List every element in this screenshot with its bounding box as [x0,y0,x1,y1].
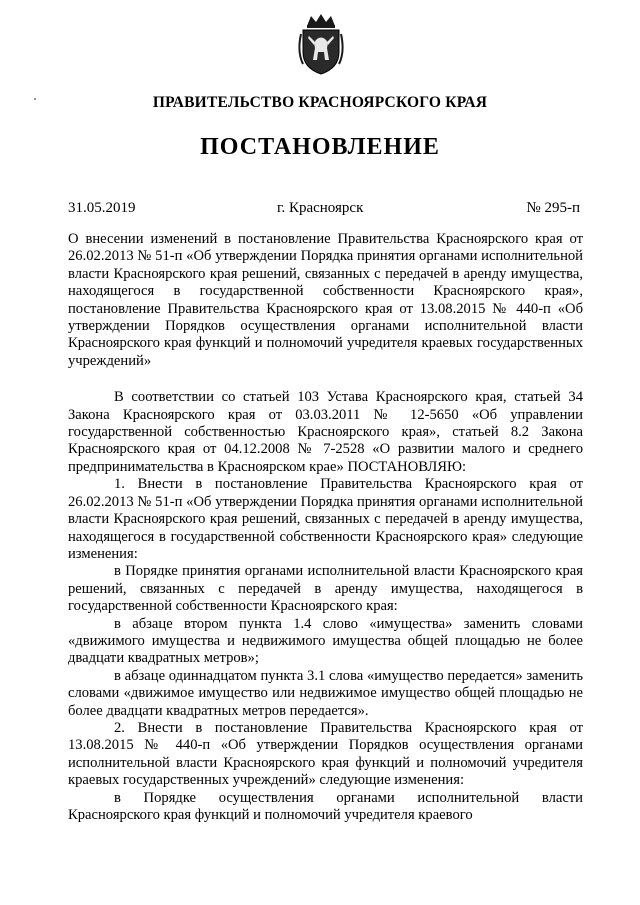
document-date: 31.05.2019 [68,200,136,216]
paragraph-preamble: В соответствии со статьей 103 Устава Красноярского края, статьей 34 Закона Красноярского края от 03.03.2011 № 12-5650 «Об управлении государственной собственностью Красноярского края», статьей 8.2 Закона Красноярского края от 04.12.2008 № 7-2528 «О развитии малого и среднего предпринимательства в Красноярском крае» ПОСТАНОВЛЯЮ: [68,389,583,475]
document-content [68,231,583,824]
government-title: ПРАВИТЕЛЬСТВО КРАСНОЯРСКОГО КРАЯ [152,94,488,111]
paragraph-item-2: 2. Внести в постановление Правительства Красноярского края от 13.08.2015 № 440-п «Об утверждении Порядков осуществления органами исполнительной власти Красноярского края функций и полномочий учредителя краевых государственных учреждений» следующие изменения: [68,719,583,789]
paragraph-item-1-change-a: в абзаце втором пункта 1.4 слово «имущества» заменить словами «движимого имущества и недвижимого имущества общей площадью не более двадцати квадратных метров»; [68,615,583,667]
paragraph-item-1: 1. Внести в постановление Правительства Красноярского края от 26.02.2013 № 51-п «Об утверждении Порядка принятия органами исполнительной власти Красноярского края решений, связанных с передачей в аренду имущества, находящегося в государственной собственности Красноярского края» следующие изменения: [68,476,583,562]
paragraph-item-1-change-b: в абзаце одиннадцатом пункта 3.1 слова «имущество передается» заменить словами «движимое имущество или недвижимое имущество общей площадью не более двадцати квадратных метров передается». [68,667,583,719]
document-subject: О внесении изменений в постановление Правительства Красноярского края от 26.02.2013 № 51-п «Об утверждении Порядка принятия органами исполнительной власти Красноярского края решений, связанных с передачей в аренду имущества, находящегося в государственной собственности Красноярского края», постановление Правительства Красноярского края от 13.08.2015 № 440-п «Об утверждении Порядков осуществления органами исполнительной власти Красноярского края функций и полномочий учредителя краевых государственных учреждений» [68,231,583,369]
coat-of-arms-icon [297,12,345,76]
paragraph-item-2-intro: в Порядке осуществления органами исполнительной власти Красноярского края функций и полномочий учредителя краевого [68,789,583,823]
paragraph-item-1-intro: в Порядке принятия органами исполнительной власти Красноярского края решений, связанных с передачей в аренду имущества, находящегося в государственной собственности Красноярского края: [68,563,583,615]
document-city: г. Красноярск [277,200,364,216]
document-type: ПОСТАНОВЛЕНИЕ [200,134,440,160]
document-number: № 295-п [526,200,580,216]
